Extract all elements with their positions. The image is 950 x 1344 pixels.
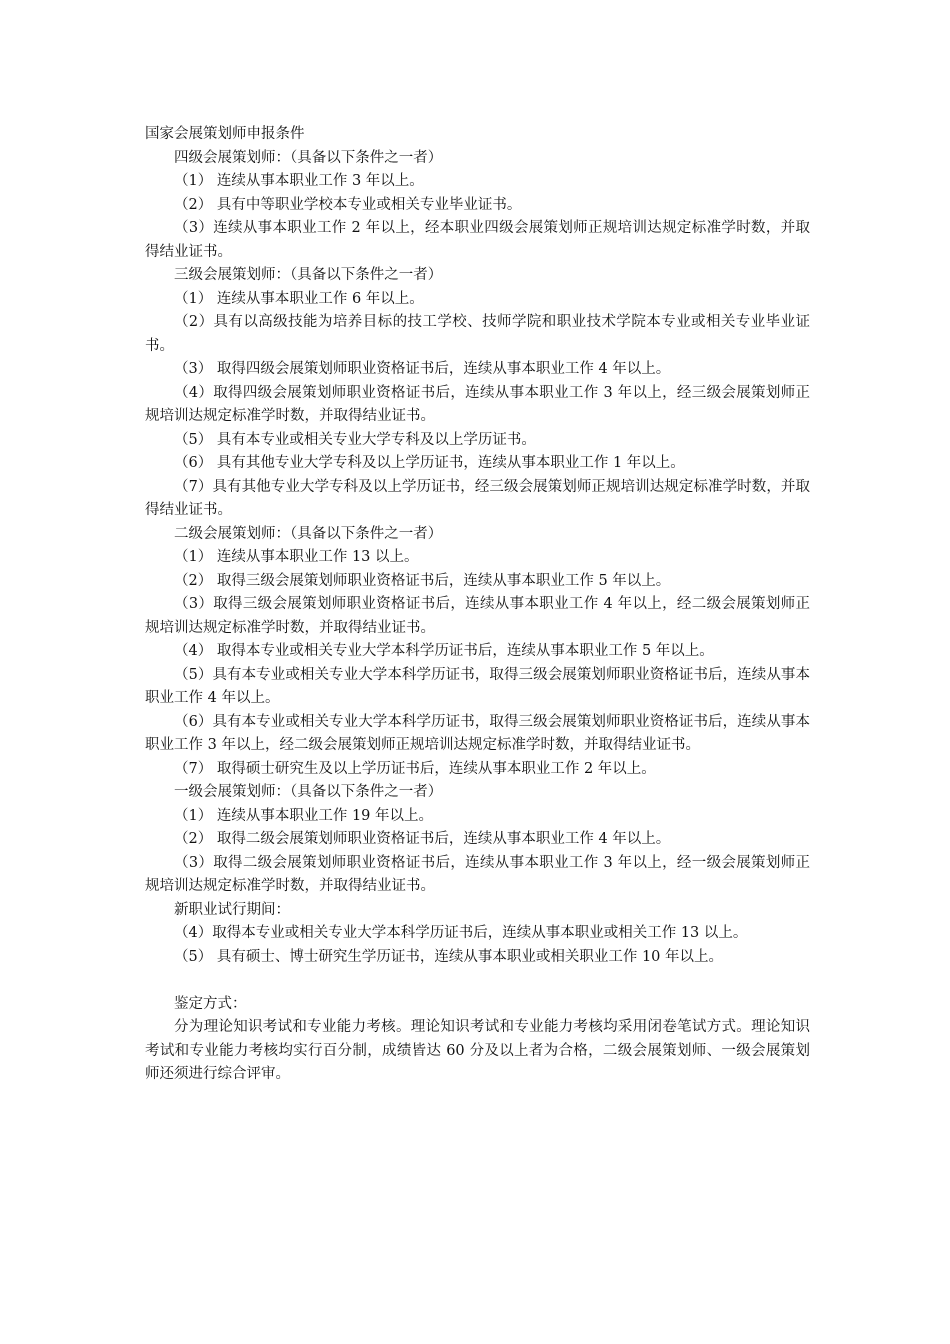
- level4-item: （3）连续从事本职业工作 2 年以上，经本职业四级会展策划师正规培训达规定标准学时数，并取得结业证书。: [145, 220, 810, 260]
- trial-item: （4）取得本专业或相关专业大学本科学历证书后，连续从事本职业或相关工作 13 以上。: [174, 925, 748, 941]
- assessment-heading: 鉴定方式：: [174, 995, 247, 1012]
- document-page: [145, 123, 810, 1087]
- level2-item: （2） 取得三级会展策划师职业资格证书后，连续从事本职业工作 5 年以上。: [174, 572, 671, 589]
- level2-item: （3）取得三级会展策划师职业资格证书后，连续从事本职业工作 4 年以上，经二级会展策划师正规培训达规定标准学时数，并取得结业证书。: [145, 596, 810, 636]
- level2-item: （7） 取得硕士研究生及以上学历证书后，连续从事本职业工作 2 年以上。: [174, 760, 656, 777]
- level3-item: （2）具有以高级技能为培养目标的技工学校、技师学院和职业技术学院本专业或相关专业毕业证书。: [145, 314, 810, 354]
- level3-item: （3） 取得四级会展策划师职业资格证书后，连续从事本职业工作 4 年以上。: [174, 361, 671, 377]
- level2-item: （6）具有本专业或相关专业大学本科学历证书，取得三级会展策划师职业资格证书后，连续从事本职业工作 3 年以上，经二级会展策划师正规培训达规定标准学时数，并取得结业证书。: [145, 713, 810, 753]
- level3-item: （6） 具有其他专业大学专科及以上学历证书，连续从事本职业工作 1 年以上。: [174, 455, 685, 471]
- level1-item: （1） 连续从事本职业工作 19 年以上。: [174, 807, 434, 824]
- level2-item: （5）具有本专业或相关专业大学本科学历证书，取得三级会展策划师职业资格证书后，连续从事本职业工作 4 年以上。: [145, 666, 810, 706]
- level3-item: （4）取得四级会展策划师职业资格证书后，连续从事本职业工作 3 年以上，经三级会展策划师正规培训达规定标准学时数，并取得结业证书。: [145, 384, 810, 424]
- trial-heading: 新职业试行期间：: [174, 901, 290, 918]
- level2-item: （1） 连续从事本职业工作 13 以上。: [174, 549, 419, 565]
- blank-line: [145, 969, 810, 993]
- level2-heading: 二级会展策划师：（具备以下条件之一者）: [174, 525, 443, 542]
- document-title: 国家会展策划师申报条件: [145, 126, 305, 142]
- level4-heading: 四级会展策划师：（具备以下条件之一者）: [174, 149, 443, 166]
- level3-item: （1） 连续从事本职业工作 6 年以上。: [174, 290, 424, 307]
- level1-item: （3）取得二级会展策划师职业资格证书后，连续从事本职业工作 3 年以上，经一级会展策划师正规培训达规定标准学时数，并取得结业证书。: [145, 854, 810, 894]
- trial-item: （5） 具有硕士、博士研究生学历证书，连续从事本职业或相关职业工作 10 年以上。: [174, 948, 724, 965]
- assessment-body: 分为理论知识考试和专业能力考核。理论知识考试和专业能力考核均采用闭卷笔试方式。理论知识考试和专业能力考核均实行百分制，成绩皆达 60 分及以上者为合格，二级会展策划师、一级会展策划师还须进行综合评审。: [145, 1019, 810, 1082]
- level1-heading: 一级会展策划师：（具备以下条件之一者）: [174, 784, 443, 800]
- level3-item: （5） 具有本专业或相关专业大学专科及以上学历证书。: [174, 431, 536, 448]
- level4-item: （1） 连续从事本职业工作 3 年以上。: [174, 173, 424, 189]
- level3-heading: 三级会展策划师：（具备以下条件之一者）: [174, 267, 443, 283]
- level2-item: （4） 取得本专业或相关专业大学本科学历证书后，连续从事本职业工作 5 年以上。: [174, 643, 714, 659]
- level4-item: （2） 具有中等职业学校本专业或相关专业毕业证书。: [174, 196, 522, 213]
- level1-item: （2） 取得二级会展策划师职业资格证书后，连续从事本职业工作 4 年以上。: [174, 831, 671, 847]
- level3-item: （7）具有其他专业大学专科及以上学历证书，经三级会展策划师正规培训达规定标准学时数，并取得结业证书。: [145, 478, 810, 518]
